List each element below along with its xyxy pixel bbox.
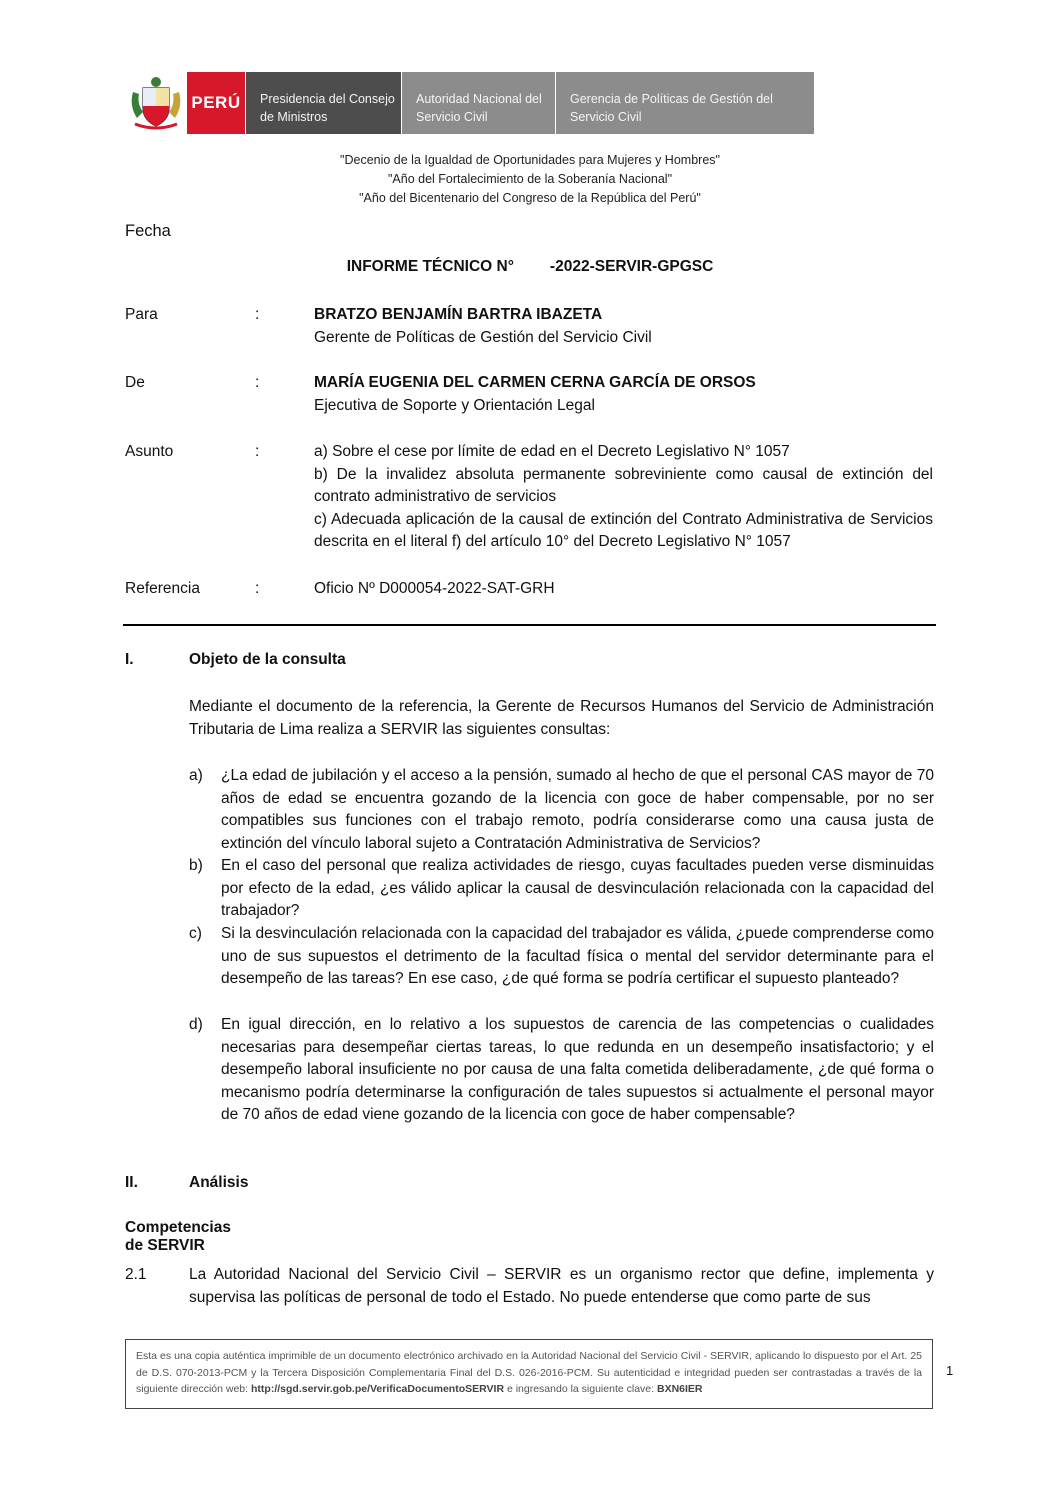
- notice-text-2: e ingresando la siguiente clave:: [506, 1383, 655, 1395]
- para-colon: :: [255, 306, 260, 323]
- para-label: Para: [125, 306, 158, 323]
- referencia-colon: :: [255, 580, 260, 597]
- paragraph-text: La Autoridad Nacional del Servicio Civil – SERVIR es un organismo rector que define, implementa y supervisa las políticas de personal de todo el Estado. No puede entenderse que como parte de sus: [189, 1266, 934, 1306]
- asunto-item-a: a) Sobre el cese por límite de edad en el Decreto Legislativo N° 1057: [314, 443, 790, 460]
- notice-text: Esta es una copia auténtica imprimible de un documento electrónico archivado en la Autoridad Nacional del Servicio Civil - SERVIR, aplicando lo dispuesto por el Art. 25 de D.S. 070-2013-PCM y la Tercera Disposición Complementaria Final del D.S. 026-2016-PCM. Su autenticidad e integridad pueden ser contrastadas a través de la siguiente dirección web:: [136, 1350, 922, 1395]
- para-name: BRATZO BENJAMÍN BARTRA IBAZETA: [314, 306, 603, 323]
- consulta-text: En igual dirección, en lo relativo a los supuestos de carencia de las competencias o cualidades necesarias para desempeñar ciertas tareas, lo que redunda en un desempeño insatisfactorio; y el desempeño laboral insuficiente no por causa de una falta cometida deliberadamente, ¿de qué forma o mecanismo podría determinarse la configuración de tales supuestos si actualmente el personal mayor de 70 años de edad viene gozando de la licencia con goce de haber compensable?: [221, 1016, 934, 1123]
- peru-badge: PERÚ: [187, 72, 245, 134]
- header-box-servir: Autoridad Nacional del Servicio Civil: [401, 72, 555, 134]
- consulta-text: En el caso del personal que realiza actividades de riesgo, cuyas facultades pueden verse disminuidas por efecto de la edad, ¿es válido aplicar la causal de desvinculación relacionada con la capacidad del trabajador?: [221, 857, 934, 919]
- header-box-pcm: Presidencia del Consejo de Ministros: [245, 72, 401, 134]
- competencias-title: Competencias de SERVIR: [125, 1219, 231, 1254]
- para-value: [314, 304, 933, 349]
- consulta-letter: c): [189, 925, 202, 942]
- verification-link[interactable]: http://sgd.servir.gob.pe/VerificaDocumentoSERVIR: [251, 1383, 505, 1395]
- report-title: [125, 258, 935, 276]
- section-1-title: Objeto de la consulta: [189, 651, 346, 668]
- section-2-number: II.: [125, 1174, 138, 1191]
- section-1-intro: Mediante el documento de la referencia, la Gerente de Recursos Humanos del Servicio de Administración Tributaria de Lima realiza a SERVIR las siguientes consultas:: [189, 698, 934, 738]
- asunto-label: Asunto: [125, 443, 174, 460]
- de-value: [314, 372, 933, 417]
- motto-line: "Año del Fortalecimiento de la Soberanía Nacional": [387, 172, 673, 186]
- page-number: 1: [946, 1363, 954, 1378]
- de-role: Ejecutiva de Soporte y Orientación Legal: [314, 396, 595, 414]
- motto-line: "Decenio de la Igualdad de Oportunidades para Mujeres y Hombres": [340, 153, 720, 167]
- paragraph-number: 2.1: [125, 1266, 147, 1283]
- asunto-value: [314, 441, 933, 554]
- para-role: Gerente de Políticas de Gestión del Servicio Civil: [314, 328, 652, 346]
- report-title-suffix: -2022-SERVIR-GPGSC: [549, 258, 714, 275]
- asunto-item-c: c) Adecuada aplicación de la causal de extinción del Contrato Administrativa de Servicios descrita en el literal f) del artículo 10° del Decreto Legislativo N° 1057: [314, 510, 933, 550]
- consulta-letter: b): [189, 857, 203, 874]
- coat-of-arms-icon: [125, 72, 187, 134]
- asunto-item-b: b) De la invalidez absoluta permanente sobreviniente como causal de extinción del contrato administrativo de servicios: [314, 465, 933, 505]
- date-label: Fecha: [125, 222, 171, 240]
- consulta-text: ¿La edad de jubilación y el acceso a la pensión, sumado al hecho de que el personal CAS mayor de 70 años de edad se encuentra gozando de la licencia con goce de haber compensable, por no ser compatibles sus funciones con el trabajo remoto, podría considerarse como una causa justa de extinción del vínculo laboral sujeto a Contratación Administrativa de Servicios?: [221, 767, 934, 852]
- de-name: MARÍA EUGENIA DEL CARMEN CERNA GARCÍA DE ORSOS: [314, 374, 756, 391]
- section-1-number: I.: [125, 651, 134, 668]
- institutional-header: [125, 72, 814, 134]
- asunto-colon: :: [255, 443, 260, 460]
- motto-line: "Año del Bicentenario del Congreso de la República del Perú": [359, 191, 701, 205]
- authenticity-notice: [125, 1339, 933, 1409]
- consulta-letter: d): [189, 1016, 203, 1033]
- horizontal-divider: [123, 624, 936, 626]
- consulta-text: Si la desvinculación relacionada con la capacidad del trabajador es válida, ¿puede comprenderse como uno de sus supuestos el detrimento de la facultad física o mental del servidor determinante para el desempeño de las tareas? En ese caso, ¿de qué forma se podría certificar el supuesto planteado?: [221, 925, 934, 987]
- year-mottos: [125, 151, 935, 208]
- de-colon: :: [255, 374, 260, 391]
- consulta-letter: a): [189, 767, 203, 784]
- verification-key: BXN6IER: [656, 1383, 703, 1395]
- referencia-label: Referencia: [125, 580, 200, 597]
- referencia-value: Oficio Nº D000054-2022-SAT-GRH: [314, 580, 555, 597]
- section-2-title: Análisis: [189, 1174, 249, 1191]
- header-box-gerencia: Gerencia de Políticas de Gestión del Servicio Civil: [555, 72, 814, 134]
- de-label: De: [125, 374, 145, 391]
- report-title-prefix: INFORME TÉCNICO N°: [346, 258, 514, 275]
